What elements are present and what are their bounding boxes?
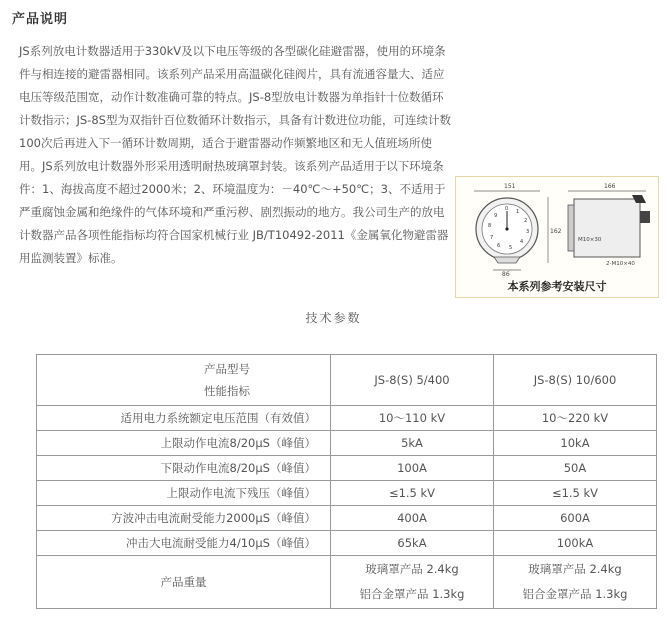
intro-paragraph: JS系列放电计数器适用于330kV及以下电压等级的各型碳化硅避雷器，使用的环境条件与相连接的避雷器相同。该系列产品采用高温碳化硅阀片，具有流通容量大、适应电压等级范围宽，动作计数准确可靠的特点。JS-8型放电计数器为单指针十位数循环计数指示；JS-8S型为双指针百位数循环计数指示，具备有计数进位功能，可连续计数100次后再进入下一循环计数周期，适合于避雷器动作频繁地区和无人值班场所使用。JS系列放电计数器外形采用透明耐热玻璃罩封装。该系列产品适用于以下环境条件：1、海拔高度不超过2000米；2、环境温度为：－40℃～+50℃；3、不适用于严重腐蚀金属和绝缘件的气体环境和严重污秽、剧烈振动的地方。我公司生产的放电计数器产品各项性能指标均符合国家机械行业 JB/T10492-2011《金属氧化物避雷器用监测装置》标准。 [19, 44, 451, 265]
weight-b-alloy: 铝合金罩产品 1.3kg [522, 587, 628, 601]
row-value-a: ≤1.5 kV [331, 481, 494, 506]
row-value-b: 10kA [494, 431, 657, 456]
table-row [37, 506, 657, 531]
svg-text:7: 7 [490, 235, 494, 241]
header-model-a: JS-8(S) 5/400 [331, 355, 494, 406]
row-value-b: 600A [494, 506, 657, 531]
bolt-top-label: M10×30 [578, 237, 602, 243]
meter-base [494, 257, 520, 263]
row-value-a: 100A [331, 456, 494, 481]
side-glass [568, 205, 574, 251]
svg-text:8: 8 [488, 223, 492, 229]
installation-dimension-figure [455, 176, 659, 298]
row-value-b: 50A [494, 456, 657, 481]
row-label: 方波冲击电流耐受能力2000μS（峰值） [37, 506, 331, 531]
figure-caption: 本系列参考安装尺寸 [507, 280, 607, 293]
svg-text:5: 5 [509, 245, 513, 251]
row-value-a: 65kA [331, 531, 494, 556]
header-label-cell [37, 355, 331, 406]
technical-parameters-table [36, 354, 657, 609]
side-housing [574, 199, 640, 257]
table-row-weight [37, 556, 657, 609]
svg-text:2: 2 [524, 218, 528, 224]
table-row [37, 406, 657, 431]
row-label: 上限动作电流8/20μS（峰值） [37, 431, 331, 456]
base-width-label: 86 [502, 271, 510, 277]
weight-b-glass: 玻璃罩产品 2.4kg [528, 562, 622, 576]
header-model-label: 产品型号 [204, 362, 250, 376]
header-spec-label: 性能指标 [204, 384, 250, 398]
row-value-a: 400A [331, 506, 494, 531]
front-height-label: 162 [550, 228, 562, 235]
needle-pivot [505, 227, 508, 230]
row-value-b: 10～220 kV [494, 406, 657, 431]
table-title: 技术参数 [305, 311, 362, 325]
weight-value-b [494, 556, 657, 609]
bolt-bottom-label: 2-M10×40 [606, 261, 635, 267]
table-row [37, 531, 657, 556]
row-label: 下限动作电流8/20μS（峰值） [37, 456, 331, 481]
row-label: 冲击大电流耐受能力4/10μS（峰值） [37, 531, 331, 556]
weight-label: 产品重量 [37, 556, 331, 609]
table-row [37, 431, 657, 456]
section-heading: 产品说明 [12, 12, 69, 27]
dimension-drawing [456, 177, 658, 277]
svg-text:4: 4 [520, 239, 524, 245]
row-label: 上限动作电流下残压（峰值） [37, 481, 331, 506]
svg-text:0: 0 [505, 206, 509, 212]
weight-a-alloy: 铝合金罩产品 1.3kg [359, 587, 465, 601]
weight-a-glass: 玻璃罩产品 2.4kg [365, 562, 459, 576]
table-header-row [37, 355, 657, 406]
header-model-b: JS-8(S) 10/600 [494, 355, 657, 406]
svg-text:9: 9 [494, 213, 498, 219]
weight-value-a [331, 556, 494, 609]
row-value-b: 100kA [494, 531, 657, 556]
table-row [37, 456, 657, 481]
row-value-a: 5kA [331, 431, 494, 456]
row-value-b: ≤1.5 kV [494, 481, 657, 506]
row-value-a: 10～110 kV [331, 406, 494, 431]
row-label: 适用电力系统额定电压范围（有效值） [37, 406, 331, 431]
svg-text:6: 6 [497, 243, 501, 249]
svg-text:3: 3 [526, 229, 530, 235]
side-width-label: 166 [604, 183, 616, 190]
table-row [37, 481, 657, 506]
side-terminal [640, 211, 650, 223]
svg-text:1: 1 [516, 209, 520, 215]
front-width-label: 151 [504, 183, 516, 190]
